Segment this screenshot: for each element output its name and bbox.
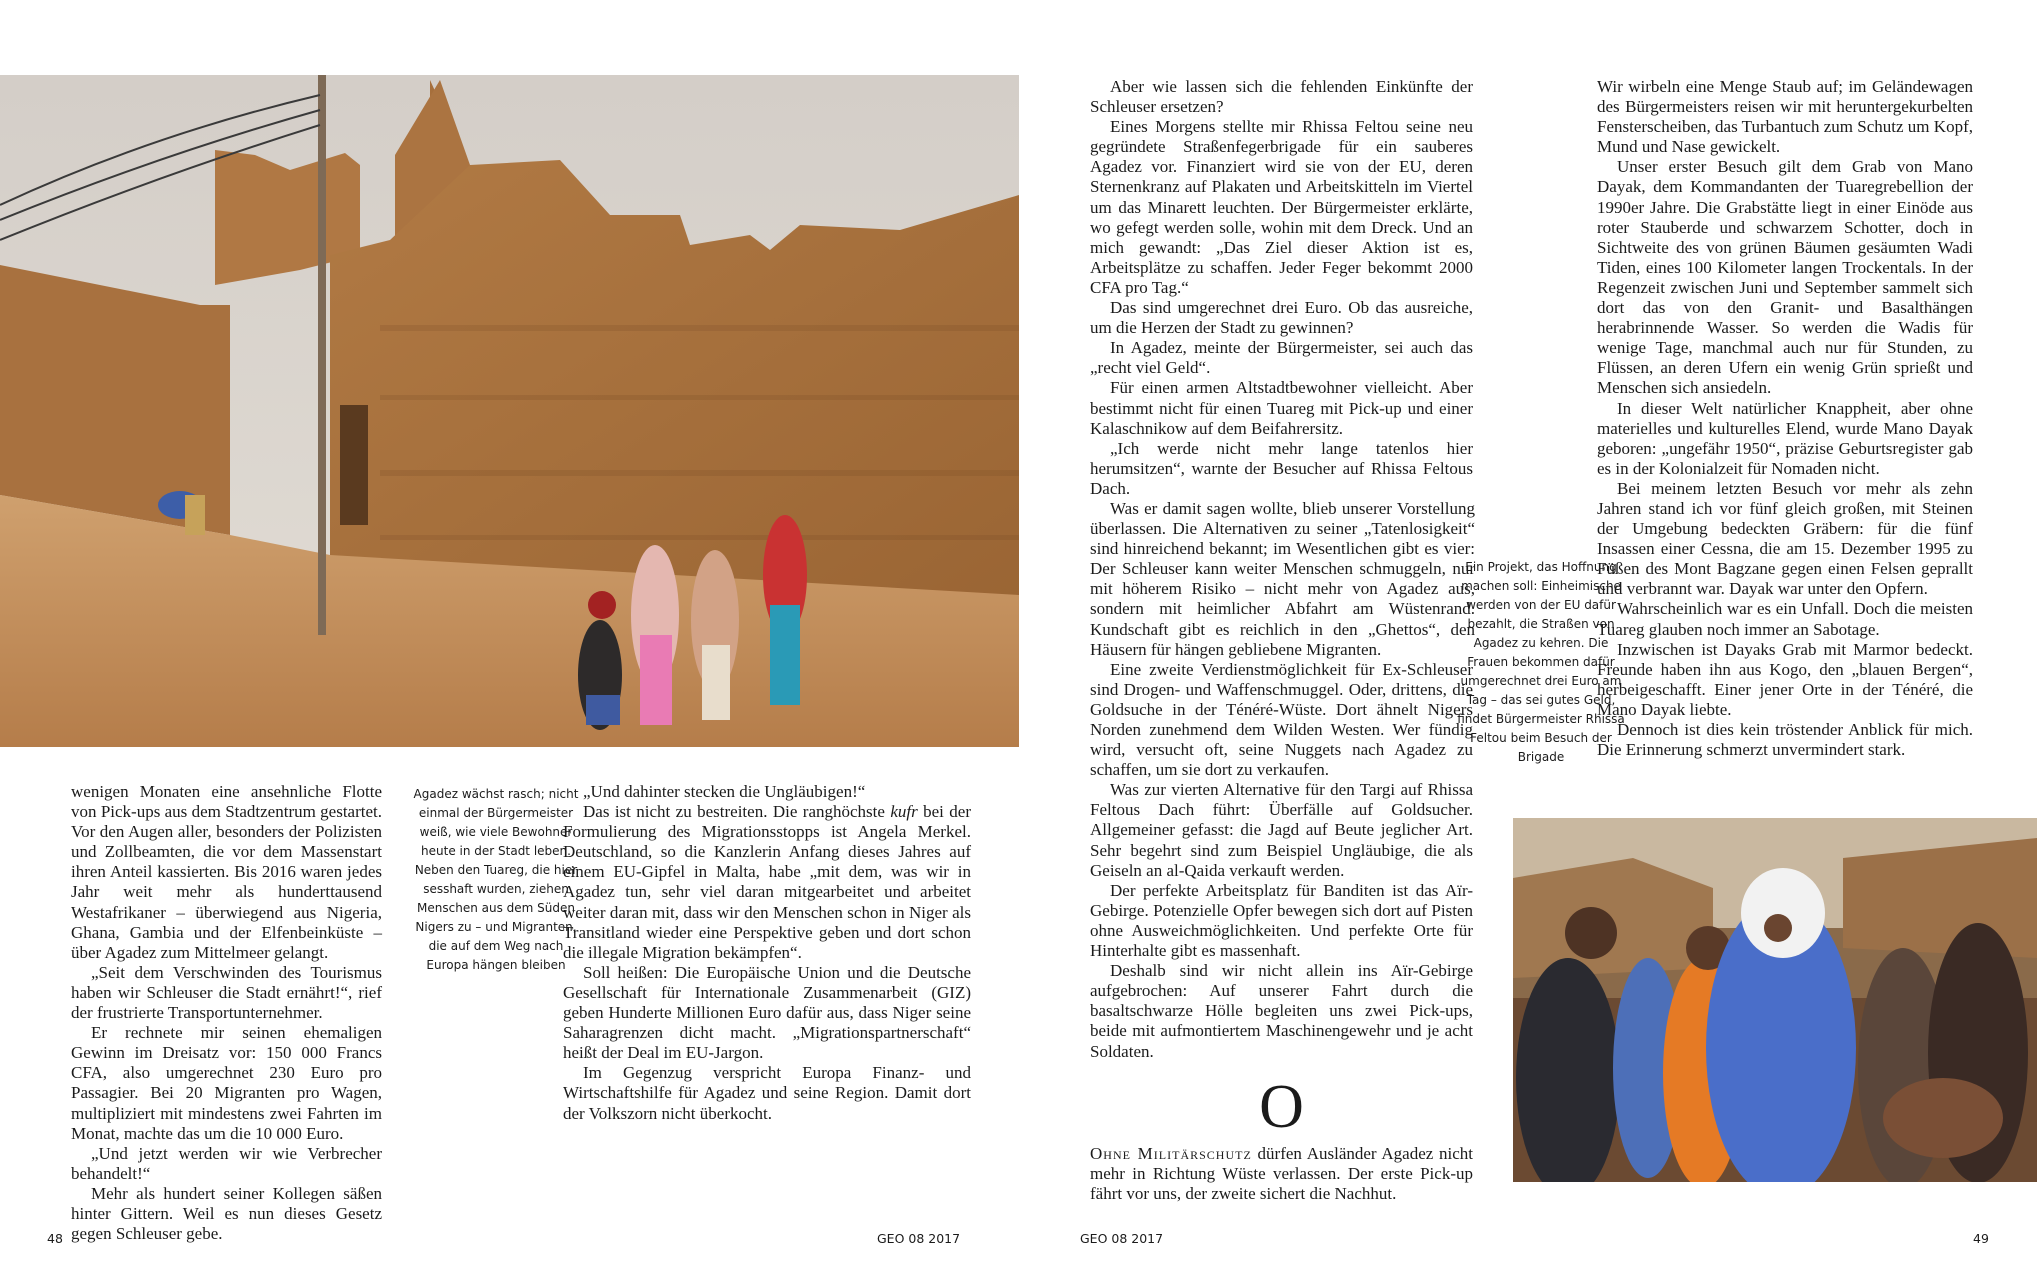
page-number-left: 48 bbox=[47, 1231, 63, 1246]
paragraph: Deshalb sind wir nicht allein ins Aïr-Gebirge aufgebrochen: Auf unserer Fahrt durch die basaltschwarze Hölle begleiten uns zwei Pick-ups, beide mit aufmontiertem Maschinengewehr und je acht Soldaten. bbox=[1090, 961, 1473, 1061]
paragraph: In dieser Welt natürlicher Knappheit, aber ohne materielles und kulturelles Elend, wurde Mano Dayak geboren: „ungefähr 1950“, präzise Geburtsregister gab es in der Kolonialzeit für Nomaden nicht. bbox=[1597, 398, 1973, 478]
left-column-2 bbox=[563, 782, 971, 1124]
text-run: Das ist nicht zu bestreiten. Die ranghöchste bbox=[583, 802, 891, 822]
paragraph: Für einen armen Altstadtbewohner vielleicht. Aber bestimmt nicht für einen Tuareg mit Pick-up und einer Kalaschnikow auf dem Beifahrersitz. bbox=[1090, 378, 1473, 438]
brigade-illustration bbox=[1513, 818, 2037, 1182]
brigade-photo bbox=[1513, 818, 2037, 1182]
paragraph: Aber wie lassen sich die fehlenden Einkünfte der Schleuser ersetzen? bbox=[1090, 77, 1473, 117]
magazine-issue-left: GEO 08 2017 bbox=[877, 1231, 961, 1246]
paragraph: Inzwischen ist Dayaks Grab mit Marmor bedeckt. Freunde haben ihn aus Kogo, den „blauen Bergen“, herbeigeschafft. Einer jener Orte in der Ténéré, die Mano Dayak liebte. bbox=[1597, 639, 1973, 719]
photo-caption-left: Agadez wächst rasch; nicht einmal der Bürgermeister weiß, wie viele Bewohner heute in der Stadt leben. Neben den Tuareg, die hier sesshaft wurden, ziehen Menschen aus dem Süden Nigers zu – und Migranten, die auf dem Weg nach Europa hängen bleiben bbox=[413, 787, 579, 972]
paragraph: „Und dahinter stecken die Ungläubigen!“ bbox=[583, 782, 866, 801]
left-column-1 bbox=[71, 782, 382, 1244]
paragraph: In Agadez, meinte der Bürgermeister, sei auch das „recht viel Geld“. bbox=[1090, 338, 1473, 378]
paragraph: Unser erster Besuch gilt dem Grab von Mano Dayak, dem Kommandanten der Tuaregrebellion der 1990er Jahre. Die Grabstätte liegt in einer Einöde aus roter Stauberde und schwarzem Schotter, doch in Sichtweite des von grünen Bäumen gesäumten Wadi Tiden, eines 100 Kilometer langen Trockentals. In der Regenzeit zwischen Juni und September sammelt sich dort das von den Granit- und Basalthängen herabrinnende Wasser. So werden die Wadis für wenige Tage, manchmal auch nur für Stunden, zu Flüssen, an deren Ufern ein wenig Grün sprießt und Menschen sich ansiedeln. bbox=[1597, 157, 1973, 398]
paragraph bbox=[563, 802, 971, 963]
page-number-right: 49 bbox=[1973, 1231, 1989, 1246]
paragraph: „Und jetzt werden wir wie Verbrecher behandelt!“ bbox=[71, 1143, 382, 1183]
paragraph: Er rechnete mir seinen ehemaligen Gewinn im Dreisatz vor: 150 000 Francs CFA, also umgerechnet 230 Euro pro Passagier. Bei 20 Migranten pro Wagen, multipliziert mit mindestens zwei Fahrten im Monat, machte das um die 10 000 Euro. bbox=[71, 1023, 382, 1143]
paragraph: Das sind umgerechnet drei Euro. Ob das ausreiche, um die Herzen der Stadt zu gewinnen? bbox=[1090, 298, 1473, 338]
right-column-2 bbox=[1597, 77, 1973, 760]
text-run: bei der Formulierung des Migrationsstopps ist Angela Merkel. Deutschland, so die Kanzlerin Anfang dieses Jahres auf einem EU-Gipfel in Malta, habe „mit dem, was wir in Agadez tun, sehr viel daran mitgearbeitet und arbeitet weiter daran mit, dass wir den Menschen schon in Niger als Transitland wieder eine Perspektive geben und dort schon die illegale Migration bekämpfen“. bbox=[563, 802, 971, 962]
emphasis: kufr bbox=[890, 802, 918, 822]
paragraph: Was zur vierten Alternative für den Targi auf Rhissa Feltous Dach führt: Überfälle auf Goldsucher. Allgemeiner gefasst: die Jagd auf Beute jeglicher Art. Sehr begehrt sind zum Beispiel Ungläubige, die als Geiseln an al-Qaida verkauft werden. bbox=[1090, 780, 1473, 880]
paragraph: Bei meinem letzten Besuch vor mehr als zehn Jahren stand ich vor fünf gleich großen, mit Steinen der Umgebung bedeckten Gräbern: für die fünf Insassen einer Cessna, die am 15. Dezember 1995 zu Füßen des Mont Bagzane gegen einen Felsen geprallt und verbrannt war. Dayak war unter den Opfern. bbox=[1597, 478, 1973, 599]
section-lead: Ohne Militärschutz bbox=[1090, 1143, 1252, 1163]
paragraph: Dennoch ist dies kein tröstender Anblick für mich. Die Erinnerung schmerzt unvermindert stark. bbox=[1597, 720, 1973, 760]
right-column-1 bbox=[1090, 77, 1473, 1204]
paragraph: Wir wirbeln eine Menge Staub auf; im Geländewagen des Bürgermeisters reisen wir mit heruntergekurbelten Fensterscheiben, das Turbantuch zum Schutz um Kopf, Mund und Nase gewickelt. bbox=[1597, 77, 1973, 157]
section-paragraph bbox=[1090, 1144, 1473, 1204]
agadez-wall-photo bbox=[0, 75, 1019, 747]
paragraph: Im Gegenzug verspricht Europa Finanz- und Wirtschaftshilfe für Agadez und seine Region. Damit dort der Volkszorn nicht überkocht. bbox=[563, 1063, 971, 1123]
paragraph: Eine zweite Verdienstmöglichkeit für Ex-Schleuser sind Drogen- und Waffenschmuggel. Oder, drittens, die Goldsuche in der Ténéré-Wüste. Dort ähnelt Nigers Norden zunehmend dem Wilden Westen. Wer fündig wird, versucht oft, seine Nuggets nach Agadez zu schaffen, um sie dort zu verkaufen. bbox=[1090, 659, 1473, 780]
paragraph: Was er damit sagen wollte, blieb unserer Vorstellung überlassen. Die Alternativen zu seiner „Tatenlosigkeit“ sind hinreichend bekannt; im Wesentlichen gibt es vier: Der Schleuser kann weiter Menschen schmuggeln, nur mit höherem Risiko – nicht mehr von Agadez aus, sondern mit heimlicher Abfahrt am Wüstenrand. Kundschaft gibt es reichlich in den „Ghettos“, den Häusern für hängen gebliebene Migranten. bbox=[1090, 498, 1475, 659]
magazine-issue-right: GEO 08 2017 bbox=[1080, 1231, 1164, 1246]
paragraph: Wahrscheinlich war es ein Unfall. Doch die meisten Tuareg glauben noch immer an Sabotage. bbox=[1597, 599, 1973, 639]
paragraph: Der perfekte Arbeitsplatz für Banditen ist das Aïr-Gebirge. Potenzielle Opfer bewegen sich dort auf Pisten ohne Ausweichmöglichkeiten. Und perfekte Orte für Hinterhalte gibt es massenhaft. bbox=[1090, 880, 1473, 961]
text-run: dürfen Ausländer Agadez nicht mehr in Richtung Wüste verlassen. Der erste Pick-up fährt vor uns, der zweite sichert die Nachhut. bbox=[1090, 1143, 1474, 1203]
paragraph: wenigen Monaten eine ansehnliche Flotte von Pick-ups aus dem Stadtzentrum gestartet. Vor den Augen aller, besonders der Polizisten und Zollbeamten, die vor dem Massenstart ihren Anteil kassierten. Bis 2016 waren jedes Jahr weit mehr als hunderttausend Westafrikaner – überwiegend aus Nigeria, Ghana, Gambia und der Elfenbeinküste – über Agadez zum Mittelmeer gelangt. bbox=[71, 782, 382, 962]
photo-caption-right: Ein Projekt, das Hoffnung machen soll: Einheimische werden von der EU dafür bezahlt, die Straßen von Agadez zu kehren. Die Frauen bekommen dafür umgerechnet drei Euro am Tag – das sei gutes Geld, findet Bürgermeister Rhissa Feltou beim Besuch der Brigade bbox=[1457, 560, 1625, 764]
paragraph: „Ich werde nicht mehr lange tatenlos hier herumsitzen“, warnte der Besucher auf Rhissa Feltous Dach. bbox=[1090, 438, 1473, 498]
paragraph: „Seit dem Verschwinden des Tourismus haben wir Schleuser die Stadt ernährt!“, rief der frustrierte Transportunternehmer. bbox=[71, 962, 382, 1023]
paragraph: Soll heißen: Die Europäische Union und die Deutsche Gesellschaft für Internationale Zusammenarbeit (GIZ) geben Hunderte Millionen Euro dafür aus, dass Niger seine Saharagrenzen dicht macht. „Migrationspartnerschaft“ heißt der Deal im EU-Jargon. bbox=[563, 962, 971, 1063]
paragraph: Mehr als hundert seiner Kollegen säßen hinter Gittern. Weil es nun dieses Gesetz gegen Schleuser gebe. bbox=[71, 1183, 382, 1244]
drop-cap: O bbox=[1259, 1072, 1304, 1141]
paragraph: Eines Morgens stellte mir Rhissa Feltou seine neu gegründete Straßenfegerbrigade für ein sauberes Agadez vor. Finanziert wird sie von der EU, deren Sternenkranz auf Plakaten und Arbeitskitteln im Viertel um das Minarett leuchten. Der Bürgermeister erklärte, wo gefegt werden solle, wohin mit dem Dreck. Und an mich gewandt: „Das Ziel dieser Aktion ist es, Arbeitsplätze zu schaffen. Jeder Feger bekommt 2000 CFA pro Tag.“ bbox=[1090, 117, 1473, 297]
agadez-wall-illustration bbox=[0, 75, 1019, 747]
